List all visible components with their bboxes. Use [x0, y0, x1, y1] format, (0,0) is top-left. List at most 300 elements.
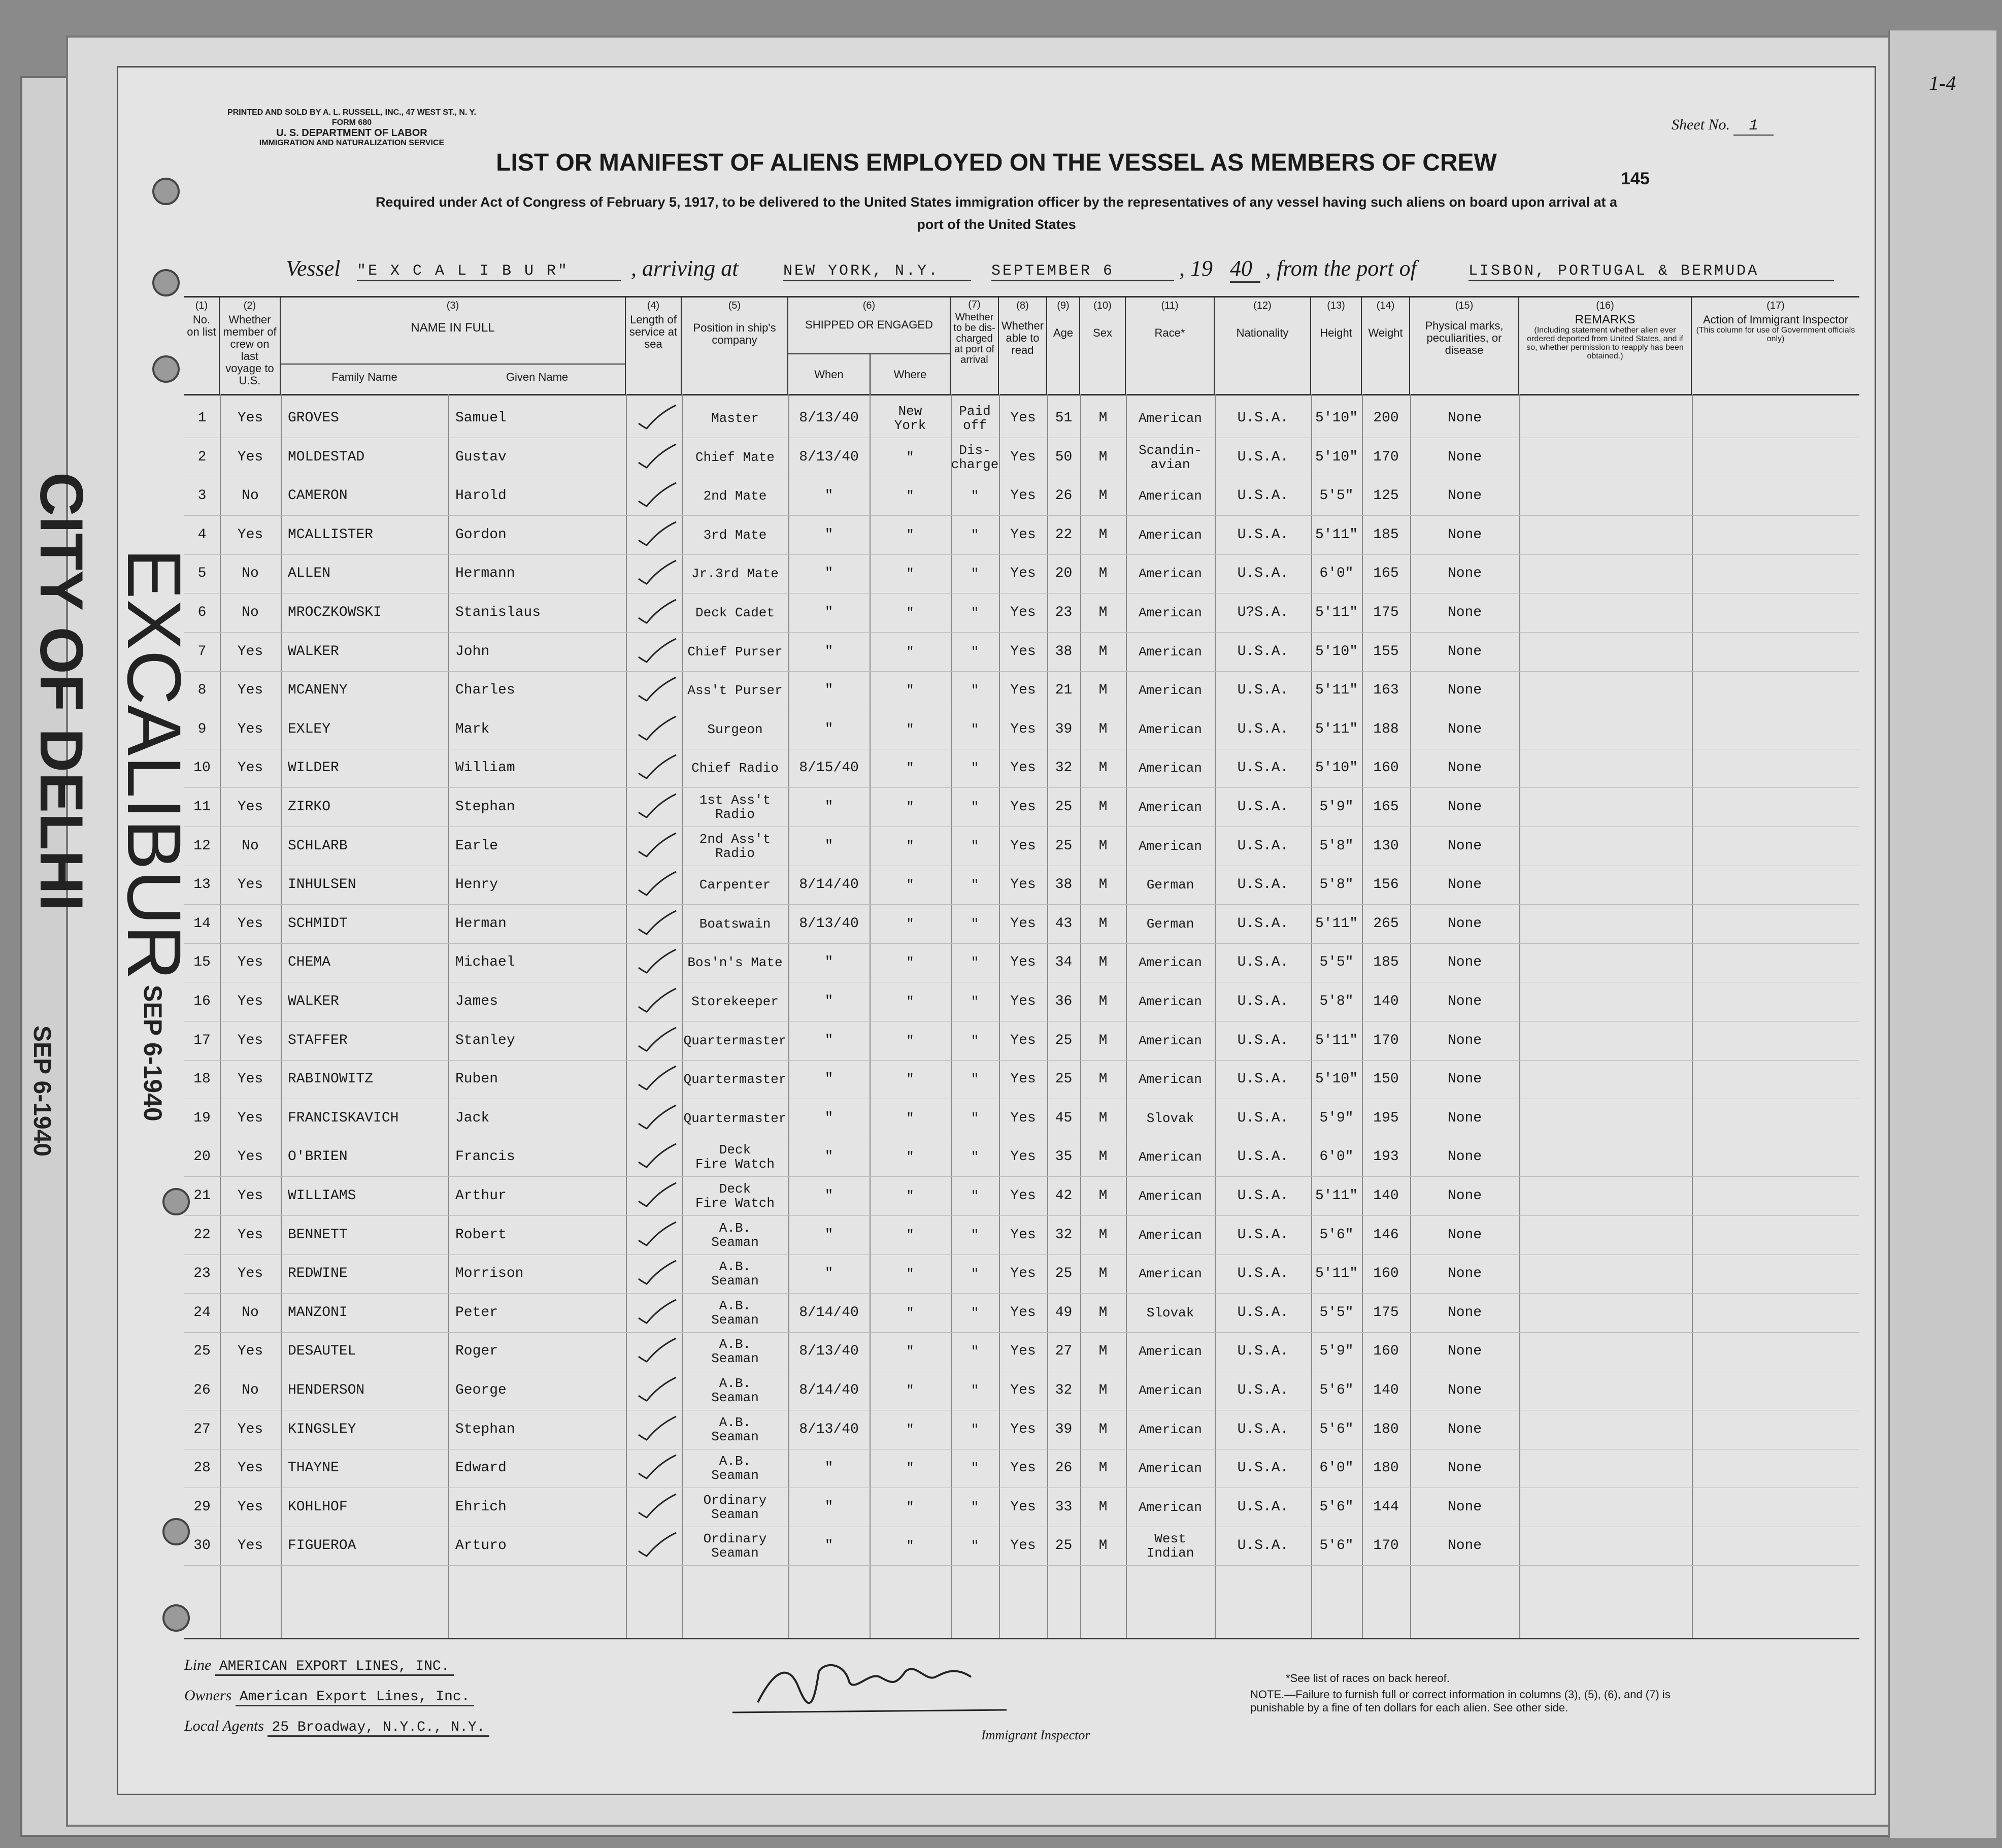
physical-marks-cell: None	[1447, 682, 1482, 699]
height-cell: 6'0"	[1319, 1149, 1354, 1165]
able-to-read-cell: Yes	[1010, 1382, 1036, 1398]
shipped-where-cell: "	[906, 838, 914, 854]
sex-cell: M	[1098, 721, 1108, 737]
height-cell: 5'5"	[1319, 1304, 1354, 1321]
able-to-read-cell: Yes	[1010, 1266, 1036, 1282]
header-given-name: Given Name	[506, 371, 569, 383]
discharged-cell: "	[971, 527, 979, 543]
table-row	[184, 1449, 1859, 1488]
row-number: 2	[197, 449, 207, 465]
weight-cell: 160	[1373, 1266, 1399, 1282]
header-remarks: (16) REMARKS (Including statement whether alien ever ordered deported from United States, and if so, whether permission to reapply has been obtained.)	[1519, 298, 1692, 394]
behind-page-edge	[1888, 30, 1996, 1838]
shipped-where-cell: "	[906, 955, 914, 971]
given-name-cell: Michael	[455, 954, 515, 971]
sex-cell: M	[1098, 682, 1108, 699]
age-cell: 32	[1055, 760, 1073, 776]
service-name: IMMIGRATION AND NATURALIZATION SERVICE	[259, 139, 445, 147]
family-name-cell: GROVES	[288, 410, 339, 426]
shipped-when-cell: "	[824, 1149, 833, 1165]
header-height: (13) Height	[1311, 298, 1362, 394]
age-cell: 27	[1055, 1343, 1073, 1360]
given-name-cell: Hermann	[455, 566, 515, 582]
last-voyage-cell: Yes	[237, 1266, 263, 1282]
race-cell: Slovak	[1146, 1305, 1194, 1321]
nationality-cell: U.S.A.	[1237, 1343, 1289, 1360]
able-to-read-cell: Yes	[1010, 410, 1036, 426]
given-name-cell: Stanley	[455, 1032, 515, 1048]
age-cell: 22	[1055, 526, 1073, 543]
position-cell: Bos'n's Mate	[687, 955, 783, 971]
position-cell: Chief Radio	[691, 761, 779, 776]
weight-cell: 193	[1373, 1149, 1399, 1165]
age-cell: 45	[1055, 1110, 1073, 1126]
height-cell: 5'11"	[1315, 915, 1358, 932]
discharged-cell: "	[971, 1305, 979, 1321]
form-number: FORM 680	[331, 118, 372, 127]
given-name-cell: Stephan	[455, 1421, 515, 1437]
shipped-where-cell: New York	[894, 404, 926, 433]
last-voyage-cell: Yes	[237, 877, 263, 893]
physical-marks-cell: None	[1447, 526, 1482, 543]
discharged-cell: "	[971, 1538, 979, 1554]
family-name-cell: FRANCISKAVICH	[288, 1110, 399, 1126]
shipped-where-cell: "	[906, 1344, 914, 1360]
physical-marks-cell: None	[1447, 954, 1482, 971]
able-to-read-cell: Yes	[1010, 488, 1036, 504]
shipped-where-cell: "	[906, 1189, 914, 1204]
last-voyage-cell: Yes	[237, 1421, 263, 1437]
age-cell: 36	[1055, 994, 1073, 1009]
race-cell: American	[1139, 1461, 1202, 1476]
weight-cell: 140	[1373, 1382, 1399, 1398]
family-name-cell: DESAUTEL	[288, 1343, 356, 1360]
table-row	[184, 1060, 1859, 1099]
discharged-cell: "	[971, 994, 979, 1009]
sex-cell: M	[1098, 1149, 1108, 1165]
shipped-where-cell: "	[906, 605, 914, 620]
family-name-cell: KOHLHOF	[288, 1499, 348, 1515]
row-number: 24	[193, 1304, 211, 1321]
discharged-cell: "	[971, 838, 979, 854]
family-name-cell: ZIRKO	[288, 799, 331, 815]
shipped-where-cell: "	[906, 1227, 914, 1243]
service-check-mark	[633, 1375, 679, 1404]
position-cell: 1st Ass't Radio	[699, 793, 771, 822]
sex-cell: M	[1098, 1266, 1108, 1282]
nationality-cell: U.S.A.	[1237, 721, 1289, 737]
manifest-title: LIST OR MANIFEST OF ALIENS EMPLOYED ON THE VESSEL AS MEMBERS OF CREW	[496, 149, 1497, 176]
physical-marks-cell: None	[1447, 449, 1482, 465]
service-check-mark	[633, 1142, 679, 1170]
discharged-cell: "	[971, 1499, 979, 1515]
able-to-read-cell: Yes	[1010, 760, 1036, 776]
last-voyage-cell: Yes	[237, 410, 263, 426]
shipped-where-cell: "	[906, 566, 914, 582]
table-row	[184, 1371, 1859, 1410]
header-when: When	[814, 368, 844, 381]
age-cell: 26	[1055, 488, 1073, 504]
given-name-cell: Ehrich	[455, 1499, 507, 1515]
sex-cell: M	[1098, 1343, 1108, 1360]
shipped-where-cell: "	[906, 1072, 914, 1087]
physical-marks-cell: None	[1447, 643, 1482, 659]
physical-marks-cell: None	[1447, 915, 1482, 932]
sheet-number-value: 1	[1733, 117, 1773, 136]
table-row	[184, 438, 1859, 477]
nationality-cell: U.S.A.	[1237, 994, 1289, 1009]
table-row	[184, 1410, 1859, 1449]
race-cell: Slovak	[1146, 1110, 1194, 1126]
last-voyage-cell: No	[242, 605, 259, 620]
owners-value: American Export Lines, Inc.	[236, 1689, 474, 1706]
footer-owners: Owners American Export Lines, Inc.	[184, 1687, 474, 1705]
header-discharged: (7) Whether to be dis-charged at port of arrival	[951, 298, 999, 394]
shipped-where-cell: "	[906, 721, 914, 737]
position-cell: Boatswain	[699, 916, 771, 932]
position-cell: A.B. Seaman	[711, 1337, 759, 1367]
race-cell: American	[1139, 1383, 1202, 1398]
family-name-cell: CAMERON	[288, 488, 348, 504]
row-number: 4	[197, 526, 207, 543]
weight-cell: 146	[1373, 1227, 1399, 1243]
position-cell: Surgeon	[707, 721, 763, 737]
given-name-cell: William	[455, 760, 515, 776]
family-name-cell: HENDERSON	[288, 1382, 365, 1398]
age-cell: 50	[1055, 449, 1073, 465]
shipped-when-cell: "	[824, 1110, 833, 1126]
race-cell: American	[1139, 1149, 1202, 1165]
weight-cell: 188	[1373, 721, 1399, 737]
nationality-cell: U.S.A.	[1237, 488, 1289, 504]
able-to-read-cell: Yes	[1010, 994, 1036, 1009]
physical-marks-cell: None	[1447, 838, 1482, 854]
nationality-cell: U.S.A.	[1237, 1538, 1289, 1554]
service-check-mark	[633, 792, 679, 820]
discharged-cell: "	[971, 1110, 979, 1126]
physical-marks-cell: None	[1447, 488, 1482, 504]
family-name-cell: STAFFER	[288, 1032, 348, 1048]
service-check-mark	[633, 753, 679, 781]
manifest-subtitle-1: Required under Act of Congress of February 5, 1917, to be delivered to the United States immigration officer by the representatives of any vessel having such aliens on board upon arrival at a	[375, 194, 1618, 210]
able-to-read-cell: Yes	[1010, 954, 1036, 971]
sheet-number-label: Sheet No.	[1672, 116, 1730, 133]
given-name-cell: Gustav	[455, 449, 507, 465]
able-to-read-cell: Yes	[1010, 605, 1036, 620]
nationality-cell: U.S.A.	[1237, 954, 1289, 971]
weight-cell: 170	[1373, 1538, 1399, 1554]
given-name-cell: Harold	[455, 488, 507, 504]
able-to-read-cell: Yes	[1010, 1460, 1036, 1476]
weight-cell: 175	[1373, 1304, 1399, 1321]
vessel-stamp-excalibur: EXCALIBUR	[112, 548, 197, 980]
race-cell: American	[1139, 761, 1202, 776]
age-cell: 49	[1055, 1304, 1073, 1321]
race-cell: American	[1139, 1266, 1202, 1282]
row-number: 28	[193, 1460, 211, 1476]
age-cell: 25	[1055, 1538, 1073, 1554]
nationality-cell: U.S.A.	[1237, 643, 1289, 659]
shipped-where-cell: "	[906, 1383, 914, 1398]
shipped-when-cell: "	[824, 1071, 833, 1087]
row-number: 10	[193, 760, 211, 776]
last-voyage-cell: No	[242, 1304, 259, 1321]
header-sex: (10) Sex	[1080, 298, 1126, 394]
shipped-where-cell: "	[906, 488, 914, 504]
shipped-when-cell: 8/13/40	[799, 915, 859, 932]
physical-marks-cell: None	[1447, 1071, 1482, 1087]
last-voyage-cell: Yes	[237, 1071, 263, 1087]
sex-cell: M	[1098, 1460, 1108, 1476]
fine-note: NOTE.—Failure to furnish full or correct information in columns (3), (5), (6), and (7) is punishable by a fine of ten dollars for each alien. See other side.	[1250, 1688, 1671, 1714]
race-cell: American	[1139, 1499, 1202, 1515]
able-to-read-cell: Yes	[1010, 1071, 1036, 1087]
family-name-cell: RABINOWITZ	[288, 1071, 374, 1087]
physical-marks-cell: None	[1447, 799, 1482, 815]
sex-cell: M	[1098, 954, 1108, 971]
shipped-where-cell: "	[906, 1538, 914, 1554]
from-port-label: , from the port of	[1265, 256, 1417, 281]
race-cell: American	[1139, 1033, 1202, 1048]
table-row	[184, 1332, 1859, 1371]
shipped-when-cell: "	[824, 994, 833, 1009]
shipped-when-cell: "	[824, 1499, 833, 1515]
table-row	[184, 866, 1859, 905]
service-check-mark	[633, 558, 679, 587]
able-to-read-cell: Yes	[1010, 643, 1036, 659]
sheet-number	[1672, 116, 1774, 135]
service-check-mark	[633, 909, 679, 937]
shipped-when-cell: "	[824, 1227, 833, 1243]
discharged-cell: "	[971, 877, 979, 893]
weight-cell: 155	[1373, 643, 1399, 659]
able-to-read-cell: Yes	[1010, 1227, 1036, 1243]
height-cell: 5'8"	[1319, 838, 1354, 854]
inspector-signature	[727, 1641, 1012, 1718]
last-voyage-cell: Yes	[237, 994, 263, 1009]
sex-cell: M	[1098, 1188, 1108, 1204]
able-to-read-cell: Yes	[1010, 1343, 1036, 1360]
family-name-cell: MCANENY	[288, 682, 348, 699]
position-cell: Chief Mate	[695, 449, 775, 465]
weight-cell: 140	[1373, 994, 1399, 1009]
service-check-mark	[633, 714, 679, 743]
position-cell: 3rd Mate	[703, 527, 767, 543]
sex-cell: M	[1098, 643, 1108, 659]
given-name-cell: Arthur	[455, 1188, 507, 1204]
shipped-when-cell: "	[824, 1032, 833, 1048]
shipped-when-cell: 8/13/40	[799, 1343, 859, 1360]
height-cell: 5'10"	[1315, 760, 1358, 776]
given-name-cell: George	[455, 1382, 507, 1398]
last-voyage-cell: Yes	[237, 954, 263, 971]
age-cell: 25	[1055, 799, 1073, 815]
age-cell: 51	[1055, 410, 1073, 426]
shipped-when-cell: "	[824, 566, 833, 582]
weight-cell: 160	[1373, 1343, 1399, 1360]
weight-cell: 265	[1373, 915, 1399, 932]
shipped-when-cell: "	[824, 721, 833, 737]
physical-marks-cell: None	[1447, 1499, 1482, 1515]
header-inspector-action: (17) Action of Immigrant Inspector (This column for use of Government officials only)	[1696, 300, 1855, 343]
year-prefix: , 19	[1179, 256, 1213, 281]
row-number: 7	[197, 643, 207, 659]
agents-value: 25 Broadway, N.Y.C., N.Y.	[268, 1720, 489, 1737]
row-number: 1	[197, 410, 207, 426]
nationality-cell: U.S.A.	[1237, 1266, 1289, 1282]
discharged-cell: "	[971, 1149, 979, 1165]
weight-cell: 185	[1373, 954, 1399, 971]
weight-cell: 144	[1373, 1499, 1399, 1515]
physical-marks-cell: None	[1447, 566, 1482, 582]
header-where: Where	[893, 368, 927, 381]
sex-cell: M	[1098, 994, 1108, 1009]
race-cell: American	[1139, 1227, 1202, 1243]
nationality-cell: U.S.A.	[1237, 760, 1289, 776]
position-cell: Deck Fire Watch	[695, 1181, 775, 1211]
discharged-cell: "	[971, 916, 979, 932]
nationality-cell: U.S.A.	[1237, 1499, 1289, 1515]
discharged-cell: "	[971, 955, 979, 971]
sex-cell: M	[1098, 1304, 1108, 1321]
sex-cell: M	[1098, 760, 1108, 776]
nationality-cell: U.S.A.	[1237, 1110, 1289, 1126]
given-name-cell: Gordon	[455, 526, 507, 543]
age-cell: 32	[1055, 1382, 1073, 1398]
service-check-mark	[633, 1026, 679, 1054]
row-number: 30	[193, 1538, 211, 1554]
discharged-cell: "	[971, 1422, 979, 1437]
row-number: 9	[197, 721, 207, 737]
arriving-label: , arriving at	[631, 256, 739, 281]
position-cell: Chief Purser	[687, 644, 783, 659]
sex-cell: M	[1098, 1382, 1108, 1398]
nationality-cell: U.S.A.	[1237, 1149, 1289, 1165]
discharged-cell: Dis- charge	[951, 442, 999, 472]
race-note: *See list of races on back hereof.	[1286, 1672, 1450, 1685]
physical-marks-cell: None	[1447, 760, 1482, 776]
shipped-where-cell: "	[906, 877, 914, 893]
row-number: 26	[193, 1382, 211, 1398]
given-name-cell: Herman	[455, 915, 507, 932]
physical-marks-cell: None	[1447, 721, 1482, 737]
age-cell: 25	[1055, 838, 1073, 854]
last-voyage-cell: Yes	[237, 1343, 263, 1360]
given-name-cell: Arturo	[455, 1538, 507, 1554]
given-name-cell: Roger	[455, 1343, 498, 1360]
race-cell: Scandin- avian	[1139, 442, 1202, 472]
physical-marks-cell: None	[1447, 1149, 1482, 1165]
position-cell: Quartermaster	[683, 1033, 787, 1048]
race-cell: German	[1146, 916, 1194, 932]
service-check-mark	[633, 598, 679, 626]
age-cell: 26	[1055, 1460, 1073, 1476]
service-check-mark	[633, 1220, 679, 1248]
table-row	[184, 827, 1859, 866]
able-to-read-cell: Yes	[1010, 1538, 1036, 1554]
given-name-cell: Morrison	[455, 1266, 524, 1282]
able-to-read-cell: Yes	[1010, 1421, 1036, 1437]
family-name-cell: SCHLARB	[288, 838, 348, 854]
service-check-mark	[633, 947, 679, 976]
age-cell: 39	[1055, 1421, 1073, 1437]
service-check-mark	[633, 403, 679, 432]
given-name-cell: Stephan	[455, 799, 515, 815]
row-number: 8	[197, 682, 207, 699]
service-check-mark	[633, 870, 679, 898]
given-name-cell: Mark	[455, 721, 490, 737]
physical-marks-cell: None	[1447, 1188, 1482, 1204]
shipped-when-cell: "	[824, 799, 833, 815]
vessel-line	[286, 255, 1834, 284]
service-check-mark	[633, 442, 679, 471]
footer-agents: Local Agents 25 Broadway, N.Y.C., N.Y.	[184, 1718, 489, 1735]
position-cell: Quartermaster	[683, 1110, 787, 1126]
last-voyage-cell: Yes	[237, 1538, 263, 1554]
table-row	[184, 982, 1859, 1021]
race-cell: American	[1139, 683, 1202, 699]
weight-cell: 156	[1373, 877, 1399, 893]
nationality-cell: U.S.A.	[1237, 1382, 1289, 1398]
family-name-cell: KINGSLEY	[288, 1421, 356, 1437]
age-cell: 20	[1055, 566, 1073, 582]
discharged-cell: "	[971, 605, 979, 620]
position-cell: Master	[711, 411, 759, 426]
last-voyage-cell: No	[242, 838, 259, 854]
row-number: 21	[193, 1188, 211, 1204]
header-able-to-read: (8) Whether able to read	[999, 298, 1047, 394]
given-name-cell: Charles	[455, 682, 515, 699]
sex-cell: M	[1098, 605, 1108, 620]
header-family-name: Family Name	[331, 371, 397, 383]
shipped-where-cell: "	[906, 1499, 914, 1515]
nationality-cell: U.S.A.	[1237, 410, 1289, 426]
discharged-cell: "	[971, 1461, 979, 1476]
discharged-cell: Paid off	[959, 404, 991, 433]
height-cell: 5'10"	[1315, 449, 1358, 465]
sex-cell: M	[1098, 1032, 1108, 1048]
last-voyage-cell: Yes	[237, 799, 263, 815]
age-cell: 43	[1055, 915, 1073, 932]
position-cell: 2nd Mate	[703, 488, 767, 504]
last-voyage-cell: Yes	[237, 1032, 263, 1048]
family-name-cell: CHEMA	[288, 954, 331, 971]
given-name-cell: Stanislaus	[455, 605, 541, 620]
family-name-cell: WILDER	[288, 760, 339, 776]
table-row	[184, 1488, 1859, 1527]
weight-cell: 160	[1373, 760, 1399, 776]
punch-hole	[162, 1604, 190, 1632]
row-number: 27	[193, 1421, 211, 1437]
list-number: 145	[1621, 169, 1650, 188]
able-to-read-cell: Yes	[1010, 915, 1036, 932]
service-check-mark	[633, 1531, 679, 1559]
physical-marks-cell: None	[1447, 994, 1482, 1009]
row-number: 11	[193, 799, 211, 815]
family-name-cell: MANZONI	[288, 1304, 348, 1321]
given-name-cell: Jack	[455, 1110, 490, 1126]
row-number: 3	[197, 488, 207, 504]
header-no-on-list: (1) No. on list	[184, 298, 220, 394]
able-to-read-cell: Yes	[1010, 1149, 1036, 1165]
position-cell: Storekeeper	[691, 994, 779, 1009]
family-name-cell: MCALLISTER	[288, 526, 374, 543]
able-to-read-cell: Yes	[1010, 1032, 1036, 1048]
row-number: 5	[197, 566, 207, 582]
family-name-cell: REDWINE	[288, 1266, 348, 1282]
last-voyage-cell: Yes	[237, 915, 263, 932]
physical-marks-cell: None	[1447, 1110, 1482, 1126]
